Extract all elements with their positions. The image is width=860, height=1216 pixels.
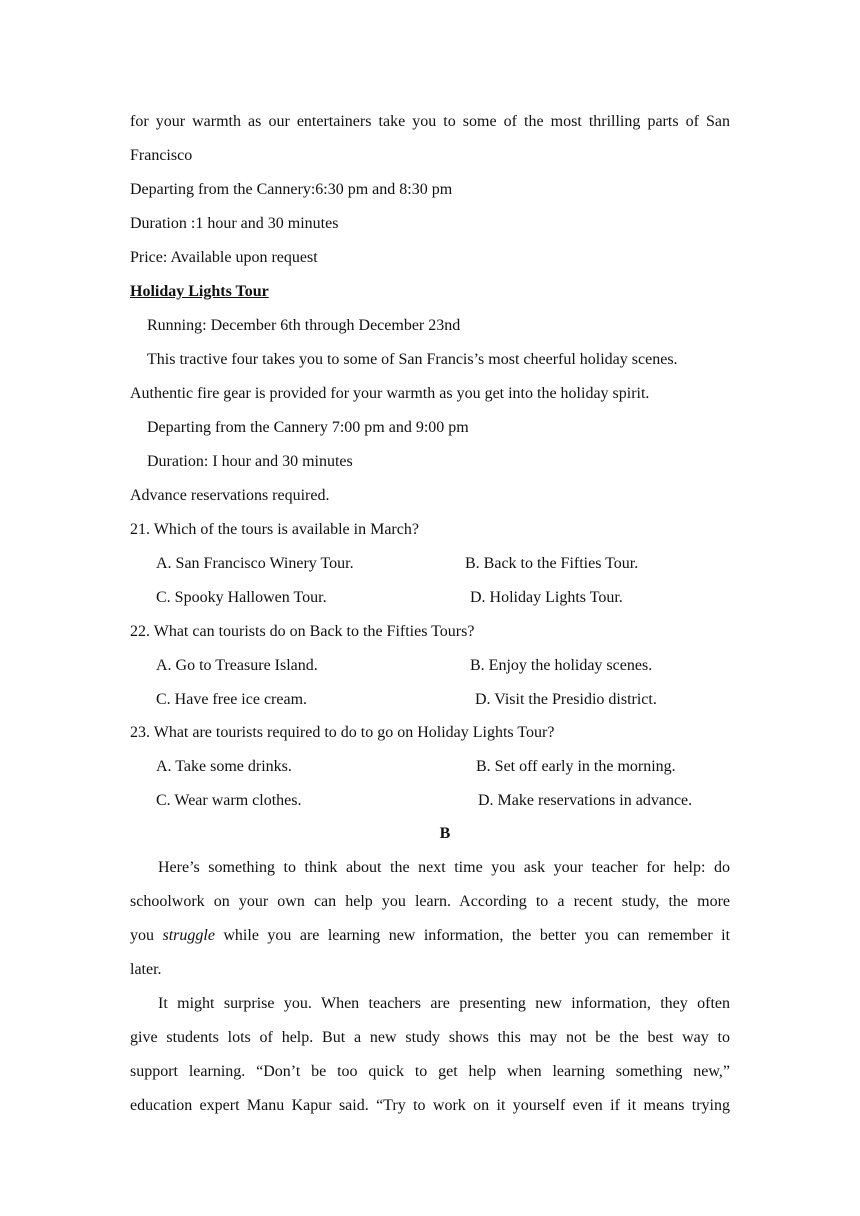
intro-departing: Departing from the Cannery:6:30 pm and 8:30 pm (130, 181, 453, 198)
paragraph-1-line-1: Here’s something to think about the next time you ask your teacher for help: do (158, 859, 730, 876)
holiday-title: Holiday Lights Tour (130, 283, 269, 300)
holiday-advance: Advance reservations required. (130, 487, 330, 504)
paragraph-1-line-2: schoolwork on your own can help you learn. According to a recent study, the more (130, 893, 730, 910)
holiday-departing: Departing from the Cannery 7:00 pm and 9:00 pm (147, 419, 469, 436)
question-22-option-c: C. Have free ice cream. (156, 691, 308, 708)
paragraph-1-line-4: later. (130, 961, 162, 978)
intro-duration: Duration :1 hour and 30 minutes (130, 215, 339, 232)
question-22-option-a: A. Go to Treasure Island. (156, 657, 318, 674)
question-21-option-d: D. Holiday Lights Tour. (470, 589, 623, 606)
question-21-option-c: C. Spooky Hallowen Tour. (156, 589, 327, 606)
question-23-stem: 23. What are tourists required to do to go on Holiday Lights Tour? (130, 724, 555, 741)
paragraph-1-line-3 (130, 926, 730, 946)
holiday-desc-2: Authentic fire gear is provided for your warmth as you get into the holiday spirit. (130, 385, 650, 402)
section-b-heading: B (439, 825, 451, 842)
intro-line-1: for your warmth as our entertainers take you to some of the most thrilling parts of San (130, 113, 730, 130)
emphasis-struggle: struggle (162, 927, 215, 944)
question-21-option-a: A. San Francisco Winery Tour. (156, 555, 354, 572)
paragraph-2-line-2: give students lots of help. But a new study shows this may not be the best way to (130, 1029, 730, 1046)
question-22-option-b: B. Enjoy the holiday scenes. (470, 657, 653, 674)
question-22-option-d: D. Visit the Presidio district. (475, 691, 657, 708)
paragraph-2-line-3: support learning. “Don’t be too quick to get help when learning something new,” (130, 1063, 730, 1080)
question-22-stem: 22. What can tourists do on Back to the Fifties Tours? (130, 623, 475, 640)
intro-price: Price: Available upon request (130, 249, 318, 266)
paragraph-1-line-3-end: while you are learning new information, the better you can remember it (214, 927, 731, 944)
question-23-option-d: D. Make reservations in advance. (478, 792, 693, 809)
holiday-running: Running: December 6th through December 23nd (147, 317, 461, 334)
question-21-stem: 21. Which of the tours is available in March? (130, 521, 419, 538)
holiday-desc-1: This tractive four takes you to some of San Francis’s most cheerful holiday scenes. (147, 351, 678, 368)
question-23-option-c: C. Wear warm clothes. (156, 792, 302, 809)
question-23-option-b: B. Set off early in the morning. (476, 758, 676, 775)
paragraph-1-line-3-start: you (130, 927, 163, 944)
intro-line-2: Francisco (130, 147, 193, 164)
question-23-option-a: A. Take some drinks. (156, 758, 292, 775)
paragraph-2-line-4: education expert Manu Kapur said. “Try to work on it yourself even if it means trying (130, 1097, 730, 1114)
paragraph-2-line-1: It might surprise you. When teachers are presenting new information, they often (158, 995, 730, 1012)
holiday-duration: Duration: I hour and 30 minutes (147, 453, 353, 470)
question-21-option-b: B. Back to the Fifties Tour. (465, 555, 639, 572)
